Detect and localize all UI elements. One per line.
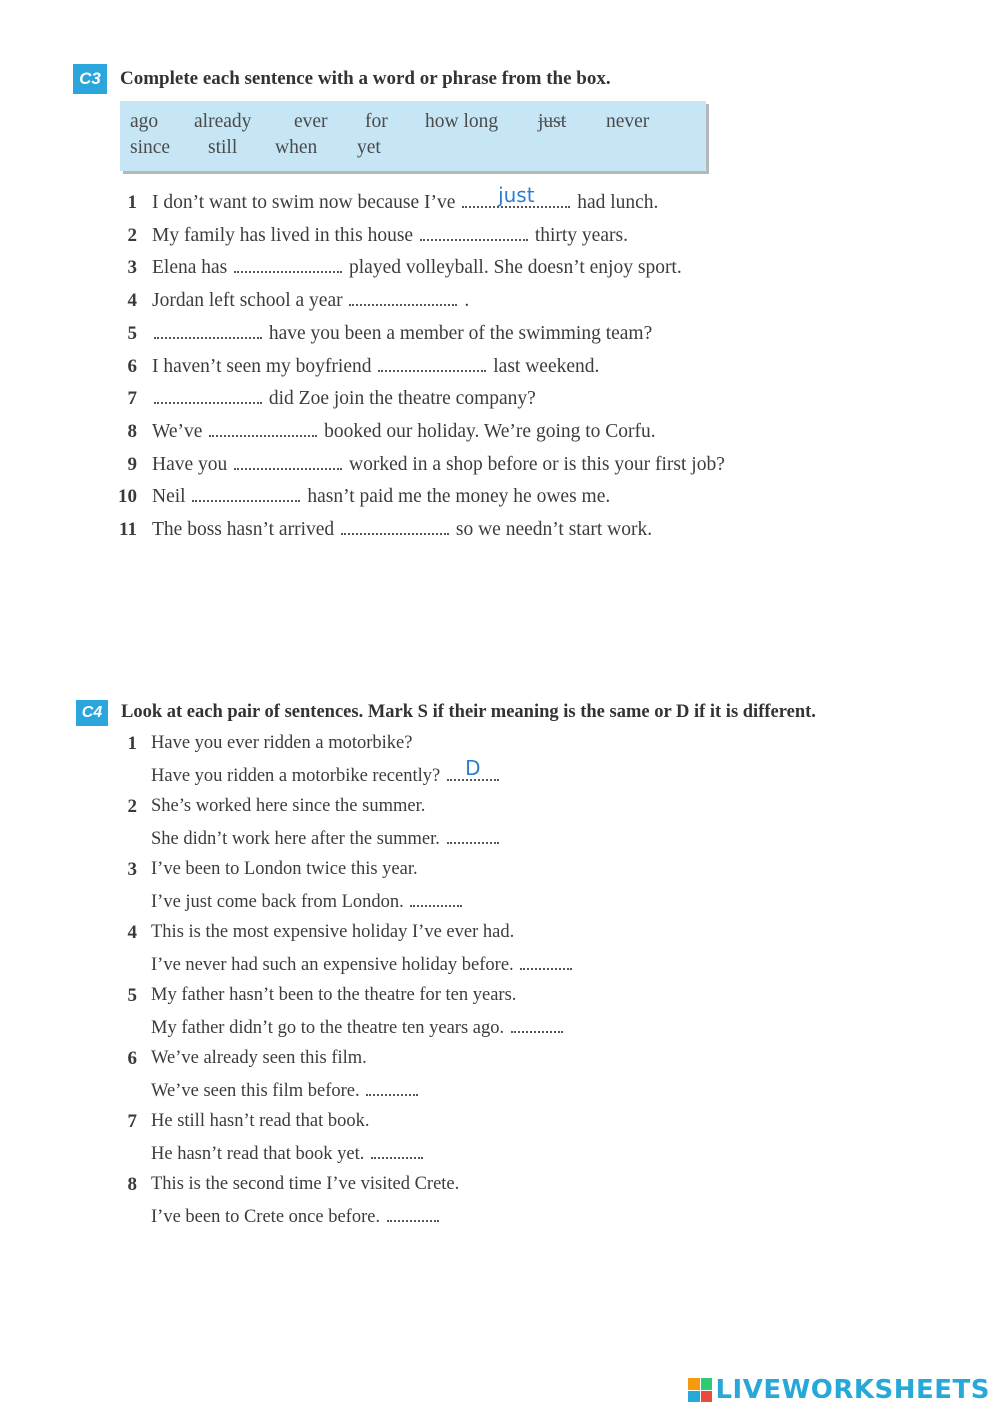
sentence-end: thirty years. — [534, 225, 628, 246]
pair-number: 3 — [127, 859, 137, 880]
item-number: 7 — [127, 388, 137, 409]
pair-number: 6 — [127, 1048, 137, 1069]
sentence-end: hasn’t paid me the money he owes me. — [307, 486, 611, 507]
c3-badge: C3 — [73, 64, 107, 94]
pair-sentence-b — [151, 828, 501, 850]
pair-number: 5 — [127, 985, 137, 1006]
item-number: 11 — [119, 519, 137, 540]
c3-sentence — [152, 486, 610, 508]
c3-sentence — [152, 323, 652, 345]
logo-icon — [688, 1378, 712, 1402]
sentence-text: My father didn’t go to the theatre ten years ago. — [151, 1018, 505, 1038]
box-word: for — [365, 111, 388, 132]
box-word: still — [208, 137, 238, 158]
sentence-text: He hasn’t read that book yet. — [151, 1144, 365, 1164]
pair-number: 1 — [127, 733, 137, 754]
pair-number: 2 — [127, 796, 137, 817]
box-word-struck: just — [538, 111, 567, 132]
answer-blank[interactable] — [154, 323, 262, 339]
pair-sentence-b — [151, 1206, 441, 1228]
answer-blank[interactable] — [387, 1206, 439, 1222]
c3-sentence — [152, 290, 469, 312]
sentence-end: so we needn’t start work. — [455, 519, 653, 540]
c3-sentence — [152, 225, 628, 247]
item-number: 6 — [127, 356, 137, 377]
answer-blank[interactable] — [154, 388, 262, 404]
answer-blank[interactable] — [209, 421, 317, 437]
sentence-start: I don’t want to swim now because I’ve — [152, 192, 456, 213]
sentence-end: last weekend. — [493, 356, 600, 377]
sentence-text: I’ve never had such an expensive holiday before. — [151, 955, 514, 975]
item-number: 2 — [127, 225, 137, 246]
pair-number: 7 — [127, 1111, 137, 1132]
answer-blank[interactable] — [378, 356, 486, 372]
word-box — [120, 101, 706, 171]
handwritten-answer: just — [498, 183, 535, 207]
box-word: yet — [357, 137, 381, 158]
pair-sentence-a: This is the second time I’ve visited Crete. — [151, 1174, 460, 1194]
pair-sentence-b — [151, 891, 464, 913]
sentence-text: She didn’t work here after the summer. — [151, 829, 440, 849]
c4-instruction: Look at each pair of sentences. Mark S if their meaning is the same or D if it is different. — [121, 702, 816, 722]
answer-blank[interactable] — [192, 486, 300, 502]
logo-text: LIVEWORKSHEETS — [715, 1375, 990, 1405]
pair-sentence-a: He still hasn’t read that book. — [151, 1111, 370, 1131]
sentence-text: I’ve just come back from London. — [151, 892, 404, 912]
answer-blank[interactable] — [410, 891, 462, 907]
item-number: 1 — [127, 192, 137, 213]
sentence-text: We’ve seen this film before. — [151, 1081, 360, 1101]
answer-blank[interactable] — [462, 183, 570, 208]
sentence-start: Neil — [152, 486, 186, 507]
pair-sentence-b — [151, 756, 501, 787]
sentence-end: played volleyball. She doesn’t enjoy sport. — [349, 257, 682, 278]
answer-blank[interactable] — [371, 1143, 423, 1159]
liveworksheets-logo — [688, 1375, 990, 1405]
pair-sentence-a: She’s worked here since the summer. — [151, 796, 426, 816]
answer-blank[interactable] — [349, 290, 457, 306]
sentence-text: I’ve been to Crete once before. — [151, 1207, 381, 1227]
sentence-start: We’ve — [152, 421, 203, 442]
c4-badge: C4 — [76, 700, 108, 726]
sentence-end: have you been a member of the swimming team? — [268, 323, 653, 344]
handwritten-answer: D — [465, 756, 481, 780]
sentence-start: Elena has — [152, 257, 228, 278]
box-word: never — [606, 111, 650, 132]
answer-blank[interactable] — [447, 756, 499, 781]
pair-number: 4 — [127, 922, 137, 943]
answer-blank[interactable] — [341, 519, 449, 535]
pair-sentence-a: I’ve been to London twice this year. — [151, 859, 418, 879]
c3-instruction: Complete each sentence with a word or phrase from the box. — [120, 68, 611, 89]
answer-blank[interactable] — [234, 257, 342, 273]
pair-sentence-b — [151, 1017, 565, 1039]
sentence-end: . — [464, 290, 470, 311]
c3-sentence — [152, 388, 536, 410]
answer-blank[interactable] — [420, 225, 528, 241]
box-word: ago — [130, 111, 159, 132]
pair-number: 8 — [127, 1174, 137, 1195]
answer-blank[interactable] — [520, 954, 572, 970]
box-word: when — [275, 137, 318, 158]
sentence-start: My family has lived in this house — [152, 225, 414, 246]
box-word: how long — [425, 111, 499, 132]
sentence-end: did Zoe join the theatre company? — [268, 388, 536, 409]
c3-sentence — [152, 454, 725, 476]
box-word: ever — [294, 111, 328, 132]
answer-blank[interactable] — [511, 1017, 563, 1033]
pair-sentence-b — [151, 954, 574, 976]
sentence-start: I haven’t seen my boyfriend — [152, 356, 372, 377]
sentence-start: Have you — [152, 454, 228, 475]
c3-sentence — [152, 519, 652, 541]
pair-sentence-a: We’ve already seen this film. — [151, 1048, 367, 1068]
item-number: 8 — [127, 421, 137, 442]
answer-blank[interactable] — [447, 828, 499, 844]
sentence-start: The boss hasn’t arrived — [152, 519, 335, 540]
c3-sentence — [152, 356, 599, 378]
pair-sentence-a: My father hasn’t been to the theatre for ten years. — [151, 985, 517, 1005]
c3-sentence — [152, 421, 656, 443]
box-word: already — [194, 111, 252, 132]
item-number: 10 — [118, 486, 137, 507]
pair-sentence-b — [151, 1143, 425, 1165]
c3-sentence — [152, 257, 682, 279]
answer-blank[interactable] — [234, 454, 342, 470]
sentence-text: Have you ridden a motorbike recently? — [151, 766, 441, 786]
item-number: 4 — [127, 290, 137, 311]
sentence-end: had lunch. — [577, 192, 659, 213]
sentence-end: worked in a shop before or is this your first job? — [349, 454, 725, 475]
item-number: 5 — [127, 323, 137, 344]
answer-blank[interactable] — [366, 1080, 418, 1096]
item-number: 9 — [127, 454, 137, 475]
sentence-end: booked our holiday. We’re going to Corfu. — [324, 421, 656, 442]
item-number: 3 — [127, 257, 137, 278]
pair-sentence-a: This is the most expensive holiday I’ve ever had. — [151, 922, 515, 942]
box-word: since — [130, 137, 171, 158]
sentence-start: Jordan left school a year — [152, 290, 343, 311]
pair-sentence-b — [151, 1080, 420, 1102]
pair-sentence-a: Have you ever ridden a motorbike? — [151, 733, 413, 753]
c3-sentence — [152, 183, 659, 214]
